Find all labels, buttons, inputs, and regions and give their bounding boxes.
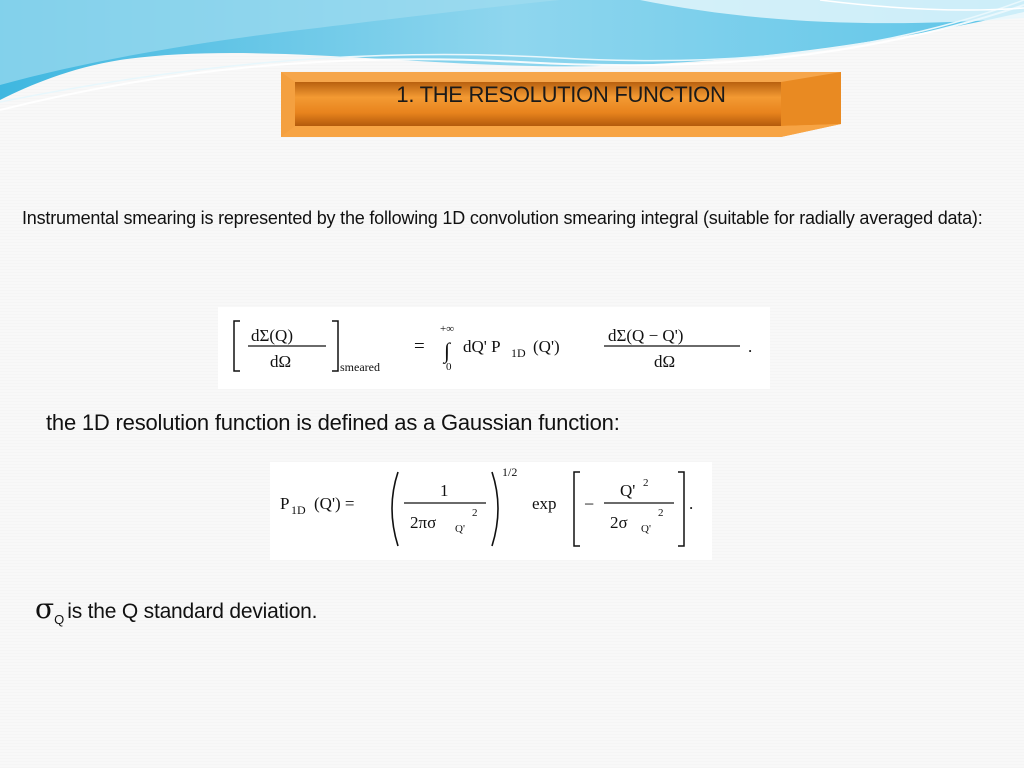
intro-paragraph: Instrumental smearing is represented by the following 1D convolution smearing integral (suitable for radially averaged data):	[22, 208, 983, 228]
integrand: dQ' P	[463, 337, 501, 356]
eq2-exp: exp	[532, 494, 557, 513]
p-subscript: 1D	[511, 346, 526, 360]
eq2-fraction-numerator: 1	[440, 481, 449, 500]
gaussian-resolution-equation	[270, 462, 712, 560]
title-banner	[281, 72, 841, 137]
eq2-exp-denominator-superscript: 2	[658, 507, 664, 519]
sigma-symbol: σ	[35, 592, 55, 625]
p-argument: (Q')	[533, 337, 560, 356]
eq2-denominator-subscript: Q'	[455, 523, 465, 535]
equals-sign: =	[414, 336, 425, 357]
eq2-lhs-subscript: 1D	[291, 503, 306, 517]
equation1-period: .	[748, 337, 753, 356]
eq2-exp-denominator: 2σ	[610, 513, 628, 532]
eq2-exp-numerator-superscript: 2	[643, 477, 649, 489]
eq2-power: 1/2	[502, 465, 518, 479]
gaussian-description: the 1D resolution function is defined as a Gaussian function:	[46, 410, 620, 435]
integral-lower-limit: 0	[446, 361, 452, 373]
smearing-integral-equation	[218, 307, 770, 389]
sigma-definition	[35, 592, 317, 625]
eq2-denominator-superscript: 2	[472, 507, 478, 519]
eq2-lhs-argument: (Q') =	[314, 494, 355, 513]
rhs-numerator: dΣ(Q − Q')	[608, 326, 684, 345]
lhs-numerator: dΣ(Q)	[251, 326, 293, 345]
eq2-exp-numerator: Q'	[620, 481, 636, 500]
eq2-fraction-denominator: 2πσ	[410, 513, 437, 532]
sigma-description: is the Q standard deviation.	[67, 600, 318, 623]
eq2-exp-denominator-subscript: Q'	[641, 523, 651, 535]
integral-sign: ∫	[444, 338, 451, 363]
rhs-denominator: dΩ	[654, 352, 676, 371]
slide-title: 1. THE RESOLUTION FUNCTION	[396, 82, 726, 107]
lhs-denominator: dΩ	[270, 352, 292, 371]
sigma-subscript: Q	[54, 612, 65, 627]
eq2-lhs: P	[280, 494, 290, 513]
lhs-subscript: smeared	[340, 360, 380, 374]
integral-upper-limit: +∞	[440, 323, 455, 335]
eq2-minus: −	[584, 494, 595, 514]
eq2-period: .	[689, 494, 694, 513]
